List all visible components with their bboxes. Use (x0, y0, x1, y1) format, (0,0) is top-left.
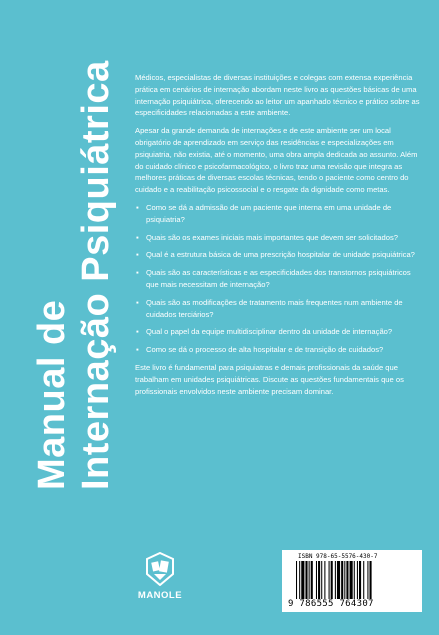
barcode-bar (341, 561, 343, 599)
barcode-bar (311, 561, 313, 599)
barcode-bar (335, 561, 336, 599)
bullet-icon: ▪ (136, 232, 139, 242)
barcode-bar (367, 561, 368, 599)
barcode-bar (357, 561, 358, 599)
list-item (135, 232, 425, 244)
list-item (135, 249, 425, 261)
barcode-bar (305, 561, 307, 599)
book-title-line-1: Manual de (31, 299, 73, 490)
question-text: Quais são as características e as especificidades dos transtornos psiquiátricos que mais necessitam de internação? (146, 268, 411, 289)
bullet-icon: ▪ (136, 345, 139, 355)
book-title-line-2: Internação Psiquiátrica (75, 60, 117, 490)
book-title (30, 60, 130, 490)
publisher-name: MANOLE (137, 590, 183, 601)
barcode-bar (363, 561, 364, 599)
barcode-bar (344, 561, 345, 599)
synopsis-paragraph-1: Médicos, especialistas de diversas instituições e colegas com extensa experiência prática em cenários de internação abordam neste livro as questões básicas de uma internação psiquiátrica, oferecendo ao leitor um apanhado técnico e prático sobre as especificidades relacionadas a este ambiente. (135, 73, 420, 118)
barcode-bar (296, 561, 297, 599)
list-item (135, 344, 425, 356)
synopsis (135, 72, 425, 403)
bullet-icon: ▪ (136, 250, 139, 260)
barcode-bar (354, 561, 355, 599)
question-list (135, 202, 425, 356)
question-text: Como se dá a admissão de um paciente que interna em uma unidade de psiquiatria? (146, 202, 392, 224)
bullet-icon: ▪ (136, 268, 139, 278)
question-text: Qual o papel da equipe multidisciplinar dentro da unidade de internação? (146, 327, 393, 337)
barcode-bar (337, 561, 340, 599)
barcode-bar (316, 561, 317, 599)
barcode-bar (324, 561, 325, 599)
barcode-bar (350, 561, 353, 599)
bullet-icon: ▪ (136, 297, 139, 307)
bullet-icon: ▪ (136, 202, 139, 212)
barcode (282, 550, 422, 612)
barcode-bar (321, 561, 322, 599)
barcode-number: 9 786555 764307 (288, 599, 374, 609)
list-item (135, 297, 425, 321)
bullet-icon: ▪ (136, 327, 139, 337)
barcode-bar (299, 561, 300, 599)
manole-logo-icon (145, 552, 175, 586)
barcode-bar (329, 561, 330, 599)
isbn-label: ISBN 978-65-5576-430-7 (298, 553, 378, 560)
barcode-bar (309, 561, 310, 599)
list-item (135, 267, 425, 291)
list-item (135, 326, 425, 338)
publisher-logo (132, 552, 188, 616)
barcode-bar (318, 561, 320, 599)
question-text: Quais são as modificações de tratamento mais frequentes num ambiente de cuidados terciários? (146, 297, 403, 319)
barcode-bar (346, 561, 348, 599)
list-item (135, 202, 425, 226)
barcode-bar (359, 561, 361, 599)
question-text: Quais são os exames iniciais mais importantes que devem ser solicitados? (146, 232, 398, 242)
synopsis-paragraph-3: Este livro é fundamental para psiquiatras e demais profissionais da saúde que trabalham em unidades psiquiátricas. Discute as questões fundamentais que os profissionais envolvidos neste ambiente precisam dominar. (135, 362, 404, 396)
barcode-bar (370, 561, 372, 599)
synopsis-paragraph-2: Apesar da grande demanda de internações e de este ambiente ser um local obrigatório de aprendizado em serviço das residências e especializações em psiquiatria, não existia, até o momento, uma obra ampla dedicada ao assunto. Além do cuidado clínico e psicofarmacológico, o livro traz uma revisão que integra as melhores práticas de diversas escolas técnicas, tendo o paciente como centro do cuidado e a reabilitação psicossocial e o resgate da dignidade como metas. (135, 126, 418, 195)
barcode-bars (296, 561, 408, 599)
barcode-bar (331, 561, 333, 599)
question-text: Qual é a estrutura básica de uma prescrição hospitalar de unidade psiquiátrica? (146, 250, 415, 260)
barcode-bar (301, 561, 304, 599)
question-text: Como se dá o processo de alta hospitalar e de transição de cuidados? (146, 345, 384, 355)
